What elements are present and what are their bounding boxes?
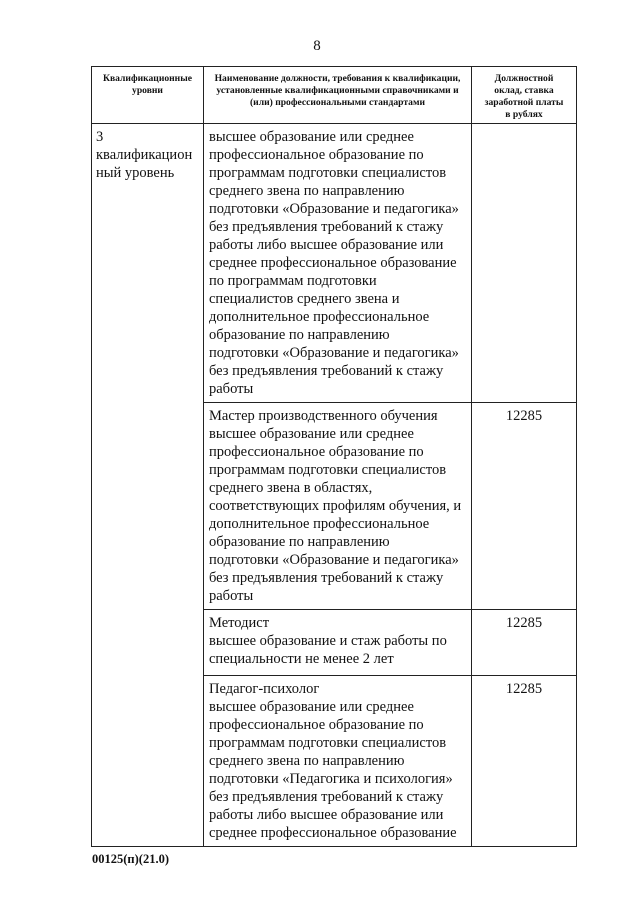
position-requirements-cell: Методист высшее образование и стаж работы по специальности не менее 2 лет <box>204 610 472 676</box>
table-row <box>92 124 577 403</box>
header-qualification-levels: Квалификационные уровни <box>92 67 204 124</box>
salary-cell: 12285 <box>472 676 577 847</box>
table-header-row <box>92 67 577 124</box>
position-requirements-cell: Мастер производственного обучения высшее образование или среднее профессиональное образование по программам подготовки специалистов среднего звена в областях, соответствующих профилям обучения, и дополнительное профессиональное образование по направлению подготовки «Образование и педагогика» без предъявления требований к стажу работы <box>204 403 472 610</box>
salary-cell <box>472 124 577 403</box>
document-code: 00125(п)(21.0) <box>92 852 169 866</box>
position-requirements-cell: высшее образование или среднее профессиональное образование по программам подготовки специалистов среднего звена по направлению подготовки «Образование и педагогика» без предъявления требований к стажу работы либо высшее образование или среднее профессиональное образование по программам подготовки специалистов среднего звена и дополнительное профессиональное образование по направлению подготовки «Образование и педагогика» без предъявления требований к стажу работы <box>204 124 472 403</box>
page-number: 8 <box>313 38 321 54</box>
salary-cell: 12285 <box>472 403 577 610</box>
position-requirements-cell: Педагог-психолог высшее образование или среднее профессиональное образование по программам подготовки специалистов среднего звена по направлению подготовки «Педагогика и психология» без предъявления требований к стажу работы либо высшее образование или среднее профессиональное образование <box>204 676 472 847</box>
qualification-level-label: 3 квалификацион ный уровень <box>92 124 204 847</box>
salary-cell: 12285 <box>472 610 577 676</box>
header-salary: Должностной оклад, ставка заработной платы в рублях <box>472 67 577 124</box>
qualification-table <box>91 66 577 847</box>
header-position-requirements: Наименование должности, требования к квалификации, установленные квалификационными справочниками и (или) профессиональными стандартами <box>204 67 472 124</box>
